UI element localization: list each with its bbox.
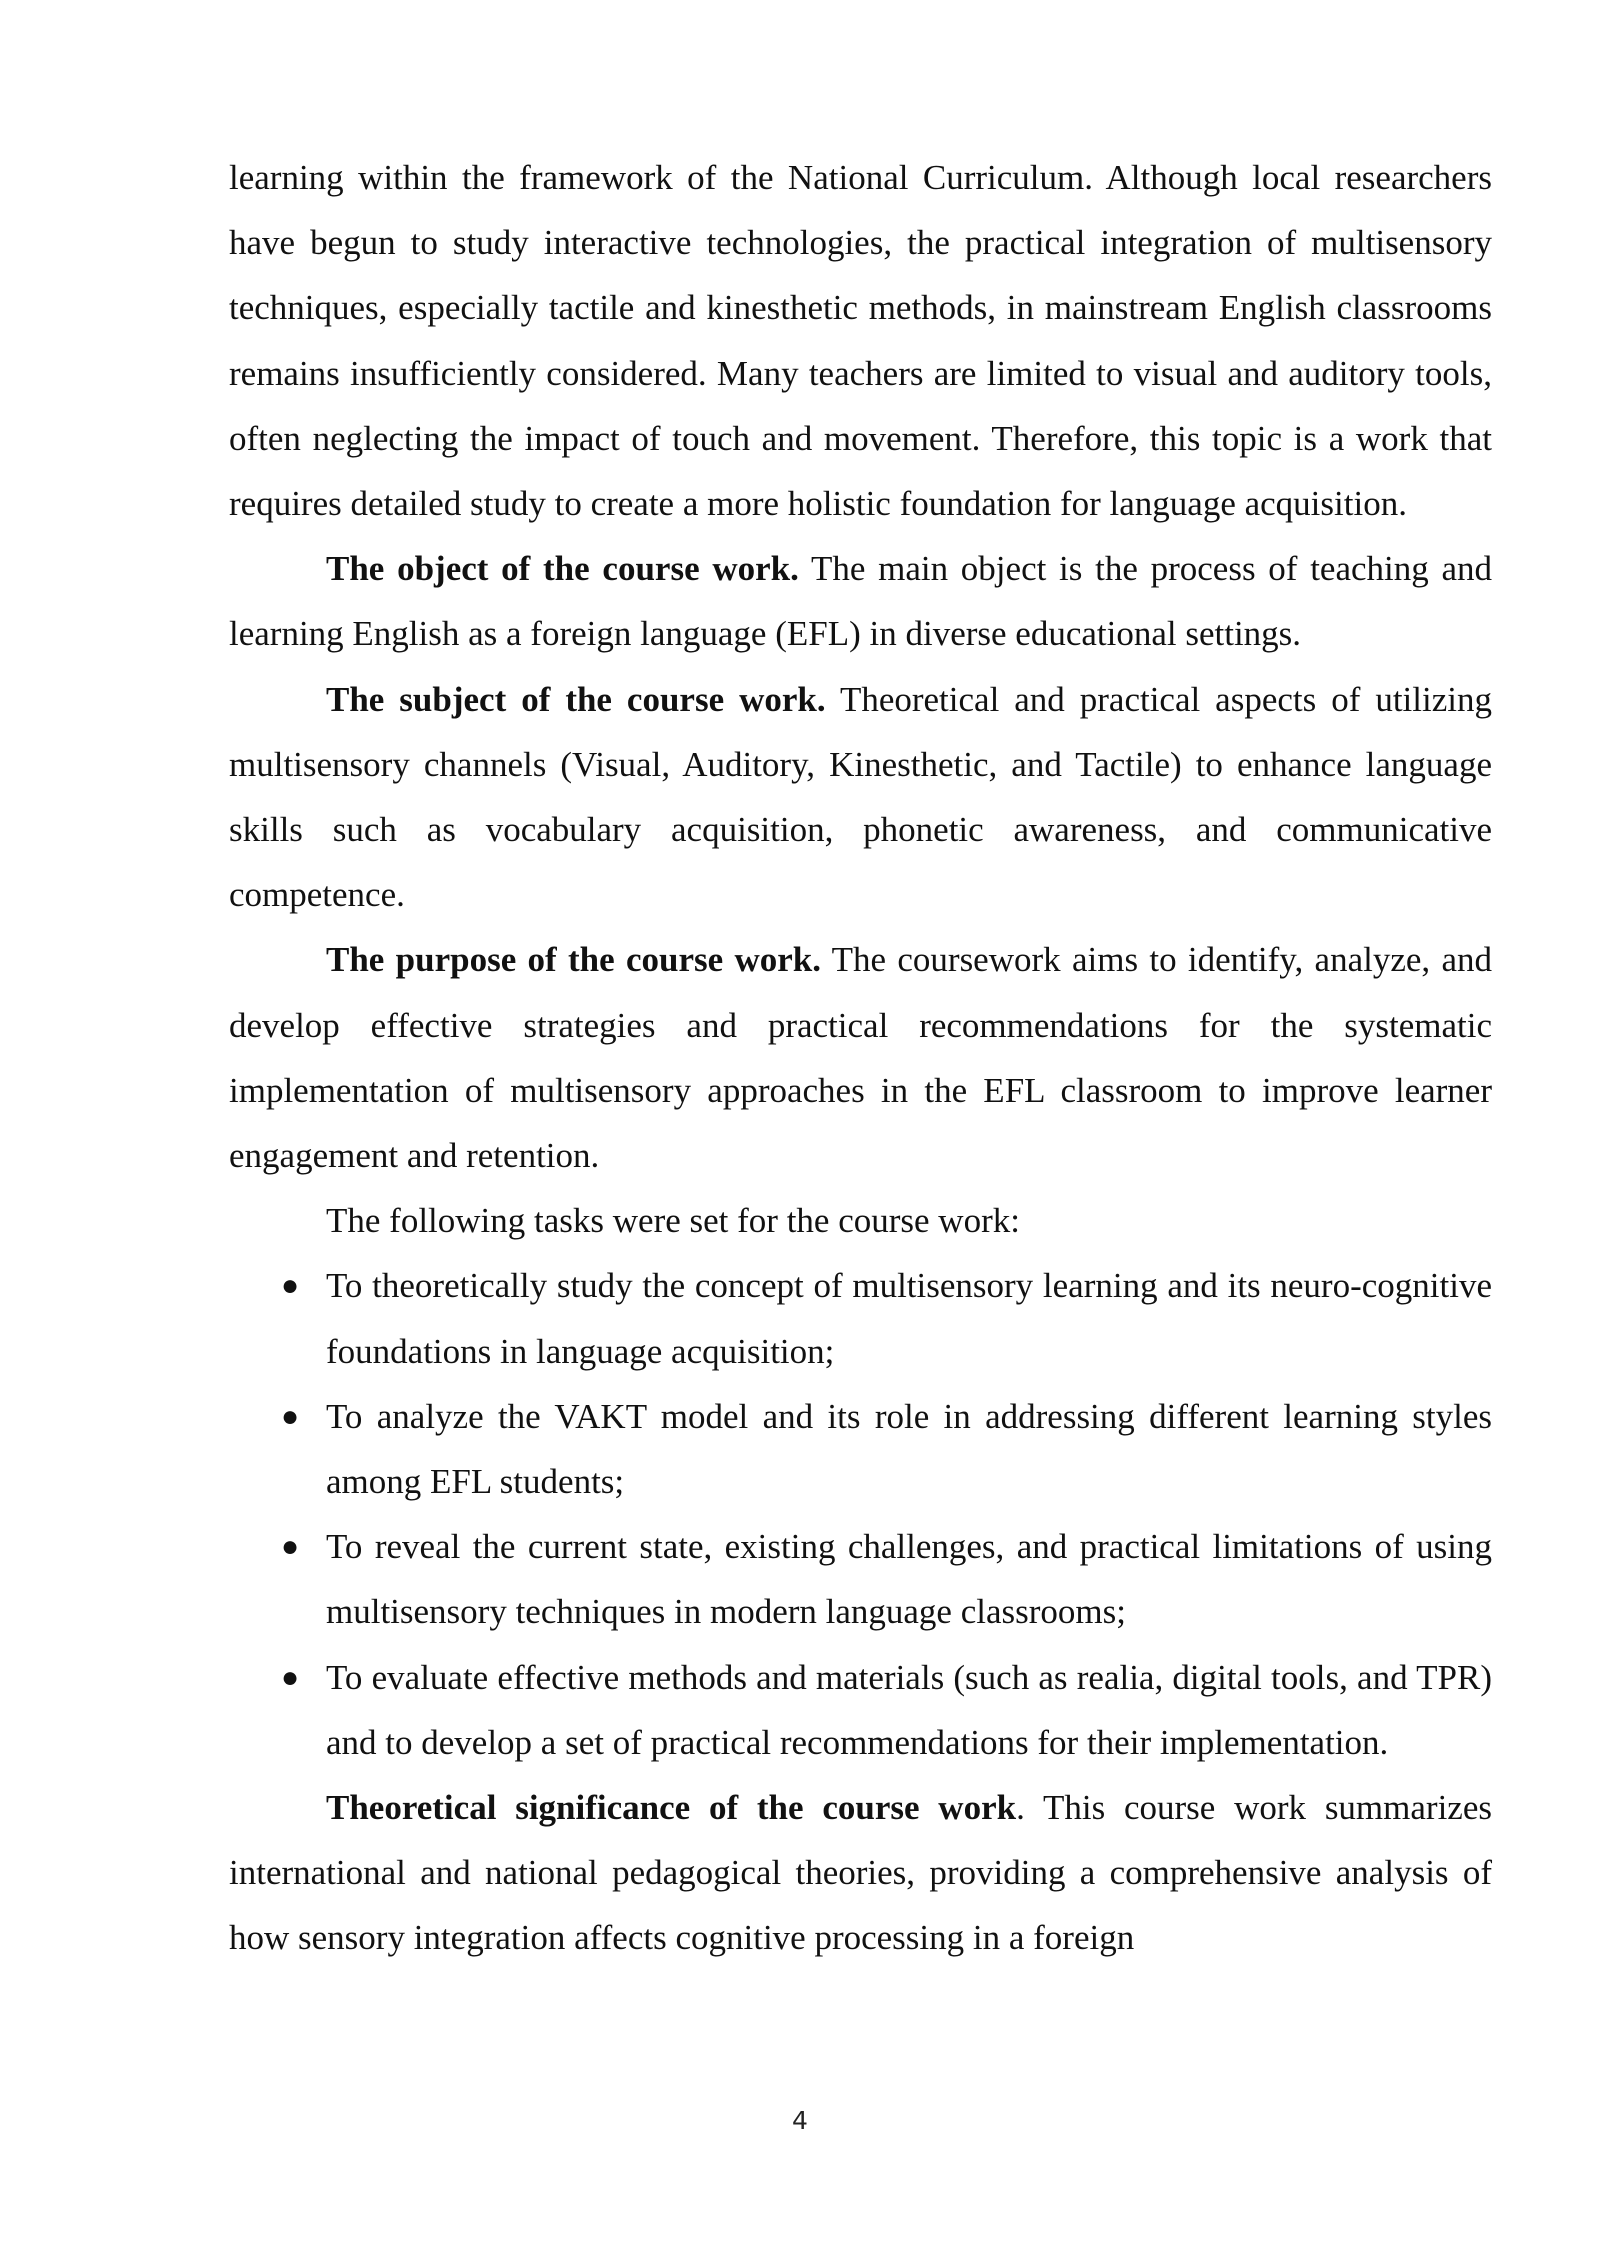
- tasks-intro: The following tasks were set for the course work:: [326, 1201, 1020, 1241]
- theoretical-text: . This course work summarizes international and national pedagogical theories, providing a comprehensive analysis of how sensory integration affects cognitive processing in a foreign: [229, 1788, 1492, 1958]
- purpose-text: The coursework aims to identify, analyze, and develop effective strategies and practical recommendations for the systematic implementation of multisensory approaches in the EFL classroom to improve learner engagement and retention.: [229, 940, 1492, 1176]
- list-item: [229, 1645, 1492, 1775]
- page-number: 4: [792, 2106, 808, 2135]
- theoretical-paragraph: [229, 1775, 1492, 1971]
- task-text: To reveal the current state, existing challenges, and practical limitations of using multisensory techniques in modern language classrooms;: [326, 1527, 1492, 1632]
- document-page: [229, 145, 1492, 1971]
- subject-heading: The subject of the course work.: [326, 679, 826, 719]
- subject-text: Theoretical and practical aspects of utilizing multisensory channels (Visual, Auditory, Kinesthetic, and Tactile) to enhance language skills such as vocabulary acquisition, phonetic awareness, and communicative competence.: [229, 679, 1492, 915]
- purpose-paragraph: [229, 927, 1492, 1188]
- intro-paragraph: learning within the framework of the National Curriculum. Although local researchers have begun to study interactive technologies, the practical integration of multisensory techniques, especially tactile and kinesthetic methods, in mainstream English classrooms remains insufficiently considered. Many teachers are limited to visual and auditory tools, often neglecting the impact of touch and movement. Therefore, this topic is a work that requires detailed study to create a more holistic foundation for language acquisition.: [229, 158, 1492, 524]
- task-text: To analyze the VAKT model and its role in addressing different learning styles among EFL students;: [326, 1396, 1492, 1502]
- bullet-icon: ●: [281, 1269, 300, 1303]
- object-text: The main object is the process of teaching and learning English as a foreign language (EFL) in diverse educational settings.: [229, 549, 1493, 654]
- purpose-heading: The purpose of the course work.: [326, 940, 821, 980]
- object-heading: The object of the course work.: [326, 549, 799, 589]
- list-item: [229, 1384, 1492, 1514]
- subject-paragraph: [229, 667, 1492, 928]
- task-text: To theoretically study the concept of multisensory learning and its neuro-cognitive foundations in language acquisition;: [326, 1266, 1492, 1371]
- list-item: [229, 1514, 1492, 1644]
- bullet-icon: ●: [281, 1399, 300, 1433]
- theoretical-heading: Theoretical significance of the course work: [326, 1788, 1017, 1828]
- bullet-icon: ●: [281, 1660, 300, 1694]
- object-paragraph: [229, 536, 1492, 666]
- bullet-icon: ●: [281, 1530, 300, 1564]
- task-text: To evaluate effective methods and materials (such as realia, digital tools, and TPR) and to develop a set of practical recommendations for their implementation.: [326, 1657, 1492, 1762]
- task-list: [229, 1253, 1492, 1775]
- list-item: [229, 1253, 1492, 1383]
